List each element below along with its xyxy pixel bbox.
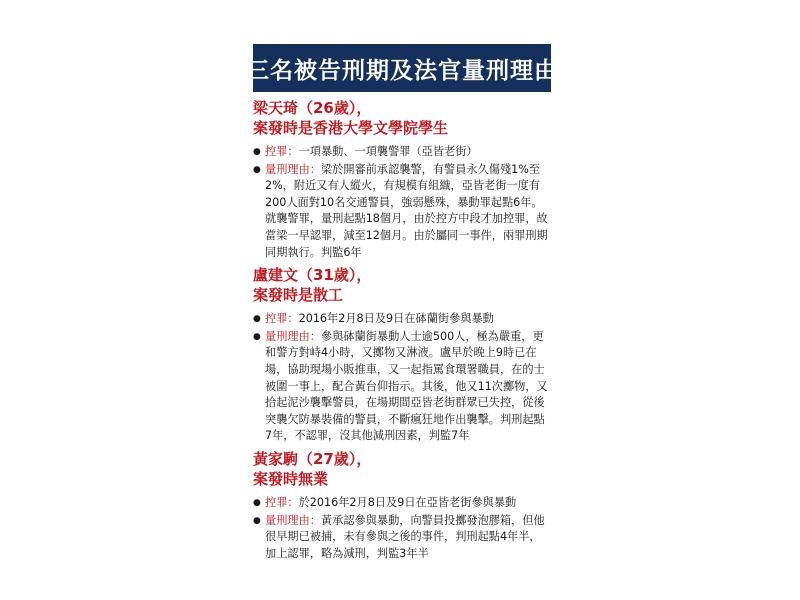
reason-text: 參與砵蘭街暴動人士逾500人，極為嚴重，更和警方對峙4小時，又擲物又淋液。盧早於晚上9時已在場，協助現場小販推車，又一起指罵食環署職員，在的士被圍一事上，配合黃台仰指示。其後，他又11次擲物，又拾起泥沙襲擊警員，在場期間亞皆老街群眾已失控，從後突襲欠防暴裝備的警員，不斷瘋狂地作出襲擊。判刑起點7年，不認罪，沒其他減刑因素，判監7年: [265, 329, 548, 443]
charge-item: [253, 311, 551, 328]
defendant-section: [253, 265, 551, 445]
reason-label: 量刑理由：: [265, 329, 321, 343]
bullet-icon: ●: [253, 314, 261, 325]
defendant-section: [253, 98, 551, 261]
charge-text: 於2016年2月8日及9日在亞皆老街參與暴動: [298, 495, 517, 509]
defendant-occupation: 案發時無業: [253, 469, 329, 488]
defendant-occupation: 案發時是散工: [253, 286, 344, 305]
charge-label: 控罪：: [265, 312, 299, 326]
bullet-icon: ●: [253, 497, 261, 508]
sentencing-reason-item: [253, 162, 551, 262]
defendant-occupation: 案發時是香港大學文學院學生: [253, 119, 449, 137]
bullet-icon: ●: [253, 331, 261, 342]
defendant-heading: [253, 265, 551, 305]
sentencing-reason-item: [253, 513, 551, 563]
bullet-icon: ●: [253, 515, 261, 526]
defendant-name-age: 盧建文（31歲），: [253, 266, 372, 285]
charge-label: 控罪：: [265, 145, 299, 158]
bullet-icon: ●: [253, 147, 261, 157]
charge-label: 控罪：: [265, 495, 299, 509]
charge-item: [253, 144, 551, 161]
sentencing-panel: [246, 44, 558, 563]
sentencing-reason-item: [253, 329, 551, 445]
reason-text: 梁於開審前承認襲警，有警員永久傷殘1%至2%，附近又有人縱火，有規模有組織，亞皆老街一度有200人面對10名交通警員，強弱懸殊，暴動罪起點6年。就襲警罪，量刑起點18個月，由於控方中段才加控罪，故當梁一早認罪，減至12個月。由於屬同一事件，兩罪刑期同期執行。判監6年: [265, 162, 548, 259]
charge-text: 一項暴動、一項襲警罪（亞皆老街）: [298, 145, 478, 158]
charge-item: [253, 495, 551, 512]
reason-label: 量刑理由：: [265, 162, 321, 176]
defendant-name-age: 梁天琦（26歲），: [253, 99, 372, 117]
panel-title: 三名被告刑期及法官量刑理由: [253, 44, 551, 92]
reason-text: 黃承認參與暴動，向警員投擲發泡膠箱，但他很早期已被捕，未有參與之後的事件，判刑起點4年半，加上認罪，略為減刑，判監3年半: [265, 513, 545, 560]
charge-text: 2016年2月8日及9日在砵蘭街參與暴動: [298, 312, 494, 326]
defendant-name-age: 黃家駒（27歲），: [253, 449, 372, 468]
defendant-heading: [253, 98, 551, 138]
reason-label: 量刑理由：: [265, 513, 321, 527]
defendant-heading: [253, 449, 551, 489]
defendant-section: [253, 449, 551, 562]
bullet-icon: ●: [253, 164, 261, 175]
